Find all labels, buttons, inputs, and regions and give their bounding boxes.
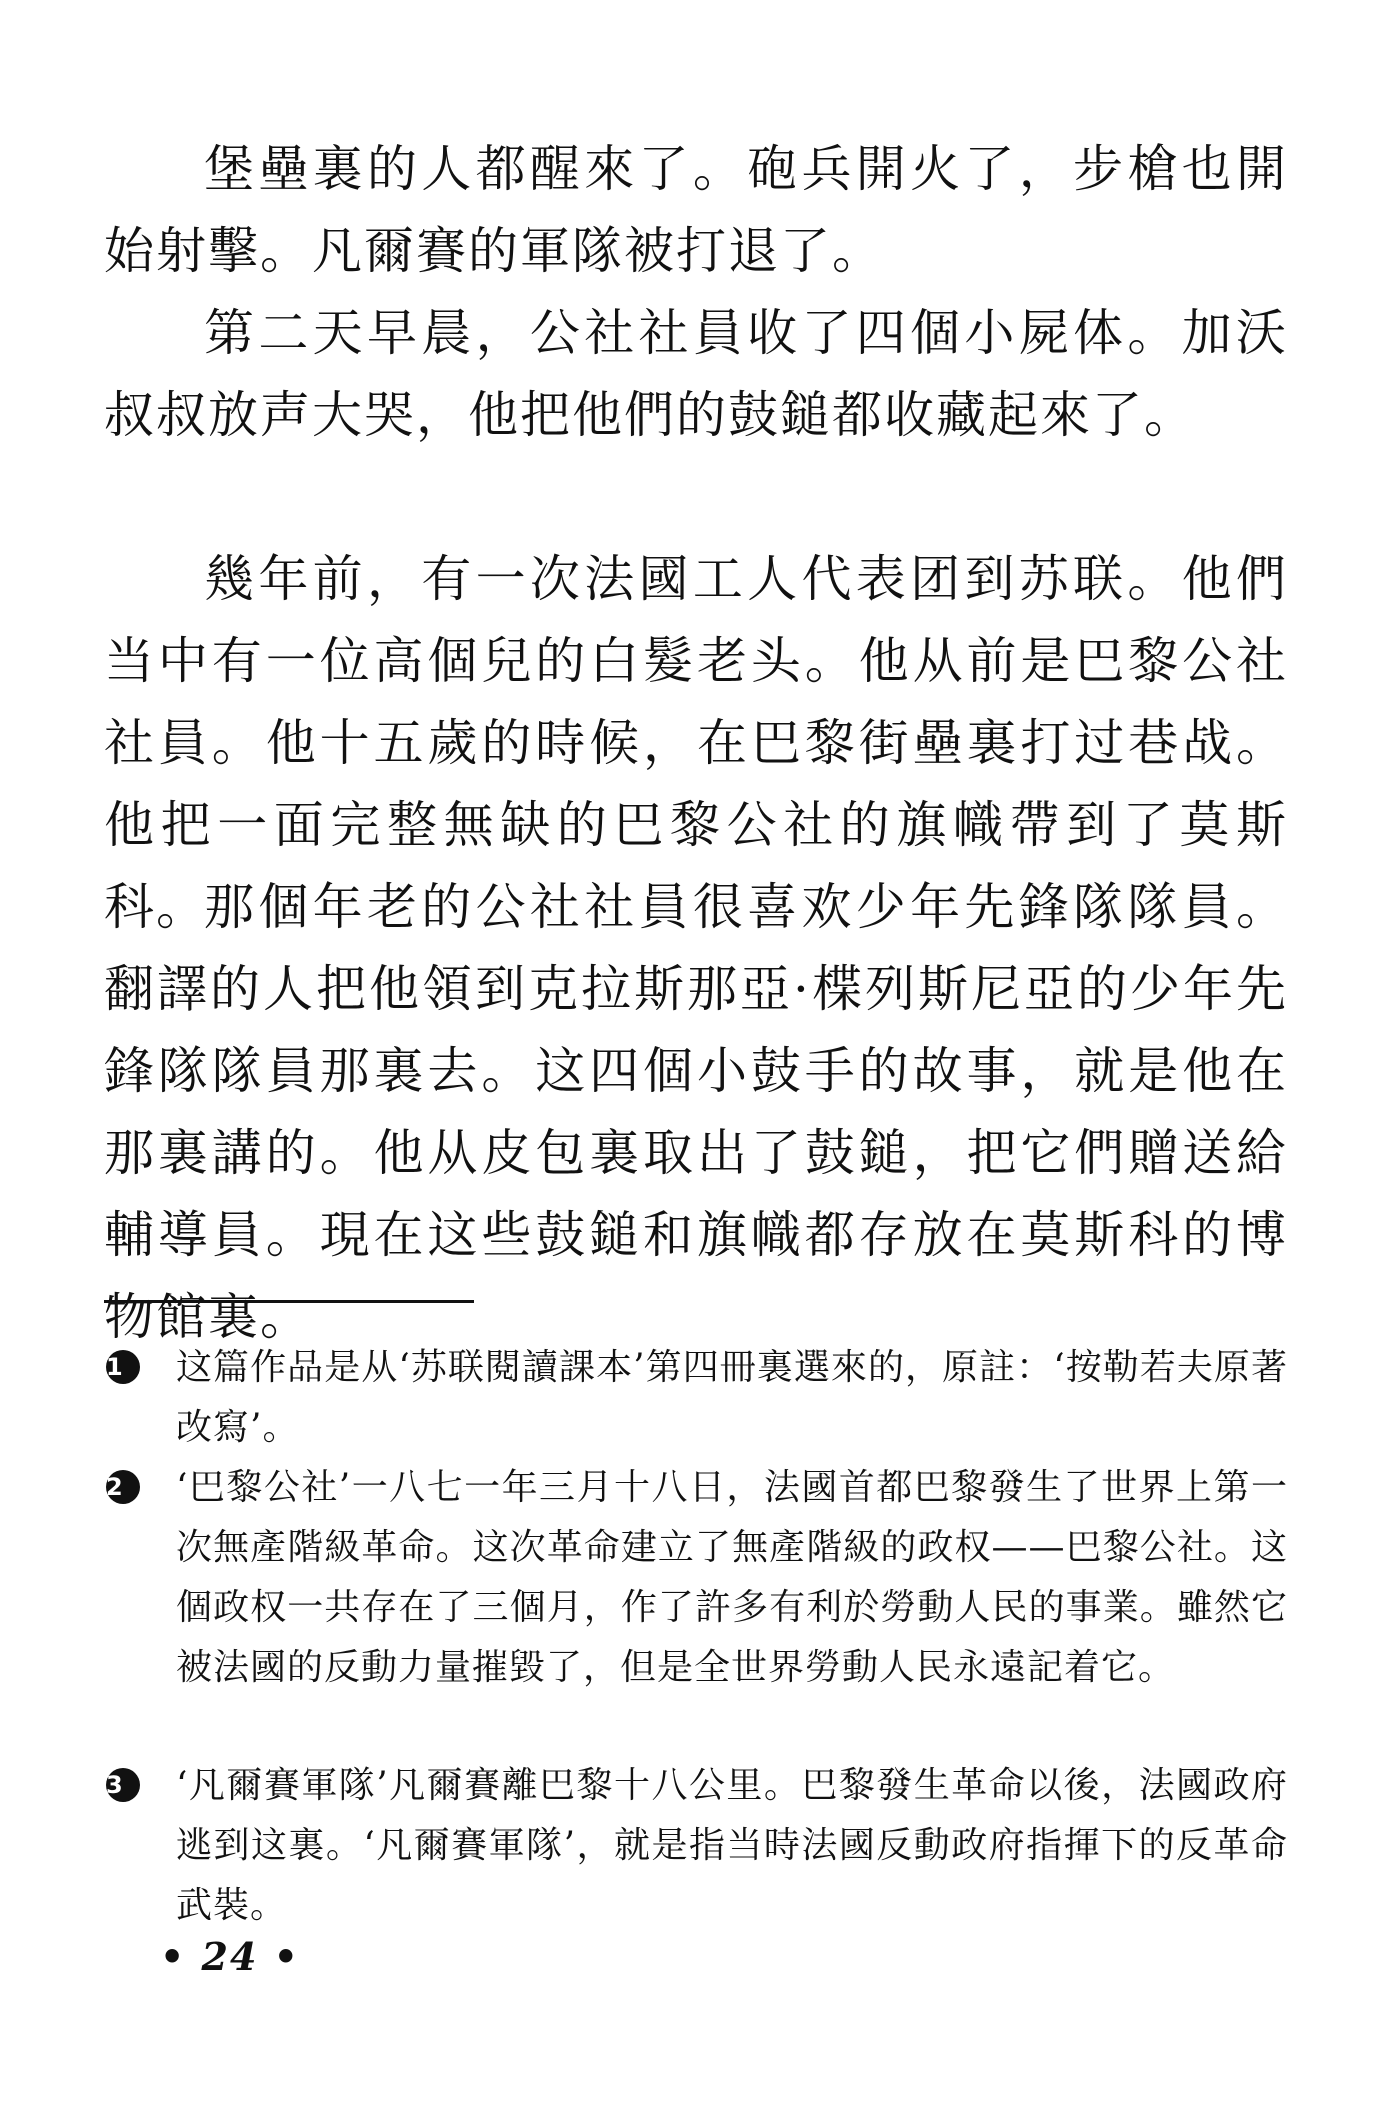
paragraph-4: 那個年老的公社社員很喜欢少年先鋒隊隊員。翻譯的人把他領到克拉斯那亞·楪列斯尼亞的少年先鋒隊隊員那裏去。这四個小鼓手的故事，就是他在那裏講的。他从皮包裏取出了鼓鎚，把它們贈送給輔導員。現在这些鼓鎚和旗幟都存放在莫斯科的博物館裏。 <box>104 878 1288 1346</box>
footnote-divider <box>104 1300 474 1303</box>
paragraph-1: 堡壘裏的人都醒來了。砲兵開火了，步槍也開始射擊。凡爾賽的軍隊被打退了。 <box>104 140 1288 280</box>
footnote-3 <box>106 1756 1288 1936</box>
footnote-marker-3: 3 <box>106 1768 140 1802</box>
footnote-text-3: ‘凡爾賽軍隊’凡爾賽離巴黎十八公里。巴黎發生革命以後，法國政府逃到这裏。‘凡爾賽軍隊’，就是指当時法國反動政府指揮下的反革命武裝。 <box>176 1765 1288 1926</box>
footnote-1 <box>106 1338 1288 1458</box>
page-number: • 24 • <box>160 1934 300 1979</box>
footnote-text-2: ‘巴黎公社’一八七一年三月十八日，法國首都巴黎發生了世界上第一次無產階級革命。这次革命建立了無產階級的政权——巴黎公社。这個政权一共存在了三個月，作了許多有利於勞動人民的事業。雖然它被法國的反動力量摧毀了，但是全世界勞動人民永遠記着它。 <box>176 1467 1288 1688</box>
footnote-2 <box>106 1458 1288 1698</box>
footnote-marker-2: 2 <box>106 1470 140 1504</box>
paragraph-3: 幾年前，有一次法國工人代表团到苏联。他們当中有一位高個兒的白髮老头。他从前是巴黎公社社員。他十五歲的時候，在巴黎街壘裏打过巷战。他把一面完整無缺的巴黎公社的旗幟帶到了莫斯科。 <box>104 550 1288 936</box>
footnote-marker-1: 1 <box>106 1350 140 1384</box>
footnote-text-1: 这篇作品是从‘苏联閱讀課本’第四冊裏選來的，原註：‘按勒若夫原著改寫’。 <box>176 1347 1288 1448</box>
paragraph-2: 第二天早晨，公社社員收了四個小屍体。加沃叔叔放声大哭，他把他們的鼓鎚都收藏起來了。 <box>104 304 1288 444</box>
